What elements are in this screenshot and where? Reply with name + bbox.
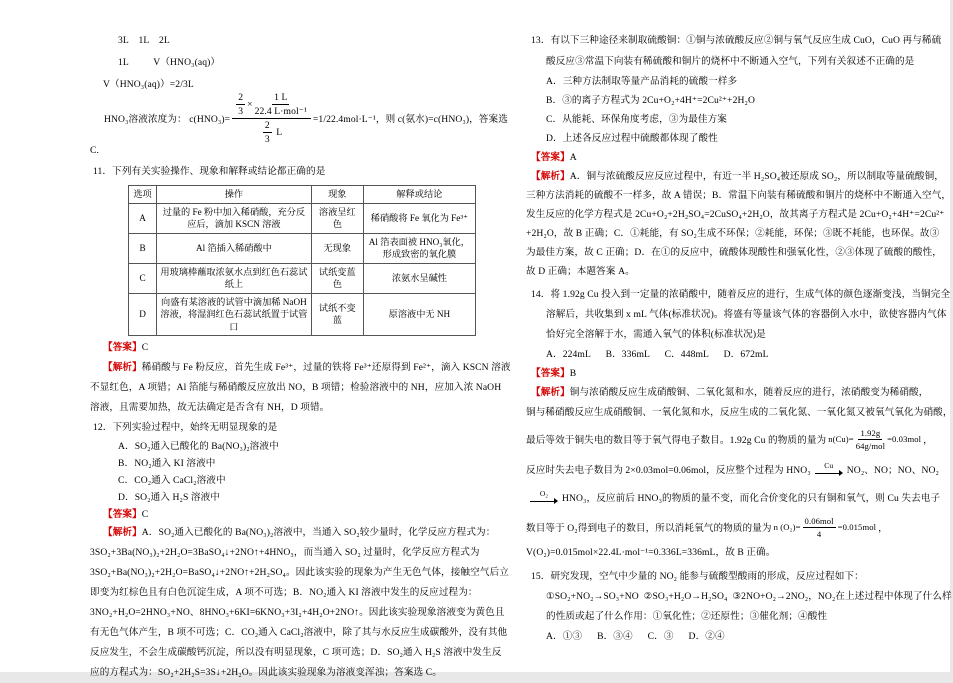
explanation-label: 【解析】 (531, 387, 570, 398)
table-cell-operation: 过量的 Fe 粉中加入稀硝酸，充分反应后，滴加 KSCN 溶液 (157, 203, 312, 233)
explanation-text: ， (923, 435, 933, 446)
hno3-concentration-formula (90, 91, 508, 145)
scratch-result-line: V（HNO₃(aq)）=2/3L (103, 79, 194, 90)
question-14-stem: 14．将 1.92g Cu 投入到一定量的浓硝酸中，随着反应的进行，生成气体的颜色逐渐变浅，当铜完全 (531, 289, 951, 300)
times-sign: × (247, 98, 253, 110)
explanation-line: 应的方程式为：SO₂+2H₂S=3S↓+2H₂O。因此该实验现象为溶液变浑浊；答案选 C。 (90, 667, 442, 678)
answer-line-q11 (90, 338, 476, 358)
explanation-line: V(O₂)=0.015mol×22.4L·mol⁻¹=0.336L=336mL，故 B 正确。 (526, 547, 776, 558)
table-header-cell: 解释或结论 (363, 186, 475, 204)
explanation-line: 有无色气体产生，B 项不可选；C．CO₂通入 CaCl₂溶液中，除了其与水反应生成碳酸外，没有其他 (90, 627, 508, 638)
equation-result: =0.015mol (837, 522, 877, 532)
table-cell-conclusion: 稀硝酸将 Fe 氧化为 Fe³⁺ (363, 203, 475, 233)
answer-value: C (141, 342, 149, 353)
fraction-numerator: 0.06mol (804, 515, 834, 526)
scratch-volumes-line: 3L 1L 2L (118, 35, 170, 46)
table-cell-option: B (129, 233, 157, 263)
table-header-row (129, 186, 476, 204)
explanation-line-with-arrow (526, 483, 941, 511)
fraction-numerator: 1 L (274, 91, 288, 103)
main-fraction (232, 92, 311, 145)
table-header-cell: 操作 (157, 186, 312, 204)
table-cell-option: A (129, 203, 157, 233)
explanation-line (90, 358, 511, 378)
answer-label: 【答案】 (531, 152, 570, 163)
explanation-text: 最后等效于铜失电的数目等于氧气得电子数目。1.92g Cu 的物质的量为 (526, 435, 827, 446)
explanation-label: 【解析】 (103, 527, 142, 538)
table-cell-phenomenon: 无现象 (311, 233, 363, 263)
explanation-line (526, 167, 944, 186)
explanation-line-with-arrow (526, 455, 939, 483)
option-a: A．三种方法制取等量产品消耗的硫酸一样多 (546, 76, 738, 87)
table-row (129, 203, 476, 233)
question-14-stem: 溶解后，共收集到 x mL 气体(标准状况)。将盛有等量该气体的容器倒入水中，欲使容器内气体 (546, 309, 947, 320)
explanation-line: 3NO₂+H₂O=2HNO₃+NO、8HNO₃+6KI=6KNO₃+3I₂+4H₂O+2NO↑。因此该实验现象溶液变为黄色且 (90, 607, 505, 618)
explanation-line: 为最佳方案，故 C 正确；D．在①的反应中，硫酸体现酸性和强氧化性，②③体现了硫酸的酸性， (526, 247, 942, 258)
option-b: B．③的离子方程式为 2Cu+O₂+4H⁺=2Cu²⁺+2H₂O (546, 95, 755, 106)
denominator-unit: L (273, 126, 283, 138)
fraction-numerator: 2 (238, 91, 244, 103)
fraction-mass-molar (856, 428, 885, 451)
arrow-label: O₂ (539, 489, 549, 498)
reaction-arrow-o2 (530, 490, 558, 504)
answer-label: 【答案】 (103, 342, 142, 353)
table-cell-phenomenon: 试纸不变蓝 (311, 293, 363, 336)
explanation-line: 发生反应的化学方程式是 2Cu+O₂+2H₂SO₄=2CuSO₄+2H₂O，故其离子方程式是 2Cu+O₂+4H⁺=2Cu²⁺ (526, 209, 945, 220)
explanation-line: 溶液，且需要加热，故无法确定是否含有 NH，D 项错。 (90, 402, 330, 413)
table-cell-phenomenon: 溶液呈红色 (311, 203, 363, 233)
fraction-denominator: 22.4 L·mol⁻¹ (254, 105, 307, 117)
mole-of-oxygen-equation (774, 516, 876, 539)
table-cell-operation: 向盛有某溶液的试管中滴加稀 NaOH 溶液，将湿润红色石蕊试纸置于试管口 (157, 293, 312, 336)
arrow-shaft-icon (530, 498, 558, 504)
explanation-text: 反应时失去电子数目为 2×0.03mol=0.06mol，反应整个过程为 HNO₃ (526, 465, 811, 476)
answer-line-q13 (526, 148, 918, 167)
options-row: A．224mL B．336mL C．448mL D．672mL (546, 349, 769, 360)
question-15-stem: 的性质或起了什么作用：①氧化性；②还原性；③催化剂；④酸性 (546, 611, 828, 622)
table-header-cell: 选项 (129, 186, 157, 204)
fraction-two-thirds (263, 120, 272, 145)
explanation-text: 铜与浓硝酸反应生成硝酸铜、二氧化氮和水，随着反应的进行，浓硝酸变为稀硝酸， (569, 387, 929, 398)
question-11-stem: 11．下列有关实验操作、现象和解释或结论都正确的是 (93, 166, 326, 177)
table-cell-conclusion: 原溶液中无 NH (363, 293, 475, 336)
option-c: C．CO₂通入 CaCl₂溶液中 (118, 475, 226, 486)
explanation-line (526, 383, 929, 403)
explanation-text: 数目等于 O₂得到电子的数目，所以消耗氧气的物质的量为 (526, 523, 772, 534)
explanation-text: A．SO₂通入已酸化的 Ba(NO₃)₂溶液中，当通入 SO₂较少量时，化学反应方程式为： (141, 527, 496, 538)
equation-lead: n (O₂)= (773, 522, 801, 532)
option-d: D．SO₂通入 H₂S 溶液中 (118, 492, 221, 503)
explanation-line: 故 D 正确；本题答案 A。 (526, 266, 635, 277)
explanation-line: 铜与稀硝酸反应生成硝酸铜、一氧化氮和水，反应生成的二氧化氮、一氧化氮又被氧气氧化为硝酸， (526, 407, 953, 418)
answer-label: 【答案】 (103, 509, 142, 520)
explanation-line-with-fraction (526, 511, 918, 543)
explanation-line: 反应发生，不会生成碳酸钙沉淀，所以没有明显现象，C 项可选；D．SO₂通入 H₂S 溶液中发生反 (90, 647, 502, 658)
scratch-hno3-line: 1L V（HNO₃(aq)） (118, 57, 221, 68)
fraction-denominator: 4 (816, 528, 822, 539)
table-cell-option: D (129, 293, 157, 336)
explanation-line (90, 523, 496, 543)
fraction-two-thirds (236, 92, 245, 117)
explanation-label: 【解析】 (531, 171, 570, 182)
option-a: A．SO₂通入已酸化的 Ba(NO₃)₂溶液中 (118, 441, 279, 452)
fraction-electrons (803, 516, 836, 539)
arrow-label: Cu (824, 461, 834, 470)
question-15-stem: ①SO₂+NO₂→SO₃+NO ②SO₃+H₂O→H₂SO₄ ③2NO+O₂→2NO₂，NO₂在上述过程中体现了什么样 (546, 591, 952, 602)
explanation-line: 3SO₂+Ba(NO₃)₂+2H₂O=BaSO₄↓+2NO↑+2H₂SO₄。因此该实验的现象为产生无色气体，接触空气后立 (90, 567, 509, 578)
equation-lead: n(Cu)= (828, 434, 854, 444)
question-13-stem: 酸反应③常温下向装有稀硫酸和铜片的烧杯中不断通入空气，下列有关叙述不正确的是 (546, 56, 915, 67)
table-header-cell: 现象 (311, 186, 363, 204)
explanation-line-with-fraction (526, 423, 933, 455)
answer-line-q14 (526, 364, 918, 383)
right-column (526, 30, 953, 646)
formula-suffix: =1/22.4mol·L⁻¹，则 c(氨水)=c(HNO₃)，答案选 (312, 114, 508, 125)
explanation-text: NO₂、NO；NO、NO₂ (846, 465, 939, 476)
explanation-label: 【解析】 (103, 362, 142, 373)
explanation-line: 三种方法消耗的硫酸不一样多，故 A 错误；B．常温下向装有稀硫酸和铜片的烧杯中不断通入空气， (526, 190, 952, 201)
table-cell-conclusion: Al 箔表面被 HNO₃氧化，形成致密的氧化膜 (363, 233, 475, 263)
answer-line-q12 (90, 506, 476, 523)
question-15-stem: 15．研究发现，空气中少量的 NO₂ 能参与硫酸型酸雨的形成，反应过程如下： (531, 571, 864, 582)
table-row (129, 233, 476, 263)
explanation-line: 不显红色，A 项错；Al 箔能与稀硝酸反应放出 NO，B 项错；检验溶液中的 NH，应加入浓 NaOH (90, 382, 502, 393)
table-cell-option: C (129, 263, 157, 293)
options-row: A．①③ B．③④ C．③ D．②④ (546, 631, 725, 642)
answer-label: 【答案】 (531, 368, 570, 379)
table-cell-conclusion: 浓氨水呈碱性 (363, 263, 475, 293)
question-14-stem: 恰好完全溶解于水，需通入氧气的体积(标准状况)是 (546, 329, 766, 340)
answer-value: C (141, 509, 149, 520)
fraction-numerator: 1.92g (860, 427, 881, 438)
question-13-stem: 13．有以下三种途径来制取硫酸铜：①铜与浓硫酸反应②铜与氧气反应生成 CuO，CuO 再与稀硫 (531, 35, 942, 46)
table-cell-operation: Al 箔插入稀硝酸中 (157, 233, 312, 263)
q11-table (128, 185, 476, 336)
explanation-line: 即变为红棕色且有白色沉淀生成，A 项不可选；B．NO₂通入 KI 溶液中发生的反应过程为： (90, 587, 478, 598)
explanation-text: A．铜与浓硫酸反应反应过程中，有近一半 H₂SO₄被还原成 SO₂，所以制取等量硫酸铜， (569, 171, 944, 182)
question-12-stem: 12．下列实验过程中，始终无明显现象的是 (93, 422, 278, 433)
table-row (129, 293, 476, 336)
reaction-arrow-cu (815, 462, 843, 476)
table-cell-phenomenon: 试纸变蓝色 (311, 263, 363, 293)
answer-value: B (569, 368, 577, 379)
explanation-text: 稀硝酸与 Fe 粉反应，首先生成 Fe³⁺，过量的铁将 Fe³⁺还原得到 Fe²⁺，滴入 KSCN 溶液 (141, 362, 511, 373)
explanation-line: 3SO₂+3Ba(NO₃)₂+2H₂O=3BaSO₄↓+2NO↑+4HNO₃，而当通入 SO₂ 过量时，化学反应方程式为 (90, 547, 480, 558)
explanation-line: +2H₂O，故 B 正确；C．①耗能，有 SO₂生成不环保；②耗能，环保；③既不耗能，也环保。故③ (526, 228, 940, 239)
arrow-shaft-icon (815, 470, 843, 476)
formula-prefix: HNO₃溶液浓度为： c(HNO₃)= (104, 114, 231, 125)
table-cell-operation: 用玻璃棒蘸取浓氨水点到红色石蕊试纸上 (157, 263, 312, 293)
equation-result: =0.03mol (887, 434, 922, 444)
fraction-volume-molar (255, 92, 307, 117)
option-d: D．上述各反应过程中硫酸都体现了酸性 (546, 133, 718, 144)
left-column (90, 30, 511, 683)
fraction-denominator: 64g/mol (855, 440, 886, 451)
fraction-denominator: 3 (238, 105, 244, 117)
option-b: B．NO₂通入 KI 溶液中 (118, 458, 216, 469)
explanation-text: ， (878, 523, 888, 534)
answer-value: A (569, 152, 577, 163)
table-row (129, 263, 476, 293)
option-c: C．从能耗、环保角度考虑，③为最佳方案 (546, 114, 727, 125)
explanation-text: HNO₃，反应前后 HNO₃的物质的量不变，而化合价变化的只有铜和氧气，则 Cu 失去电子 (562, 493, 941, 504)
fraction-denominator: 3 (264, 133, 270, 145)
previous-answer-letter: C. (90, 145, 99, 156)
fraction-numerator: 2 (264, 119, 270, 131)
mole-of-copper-equation (828, 428, 921, 451)
